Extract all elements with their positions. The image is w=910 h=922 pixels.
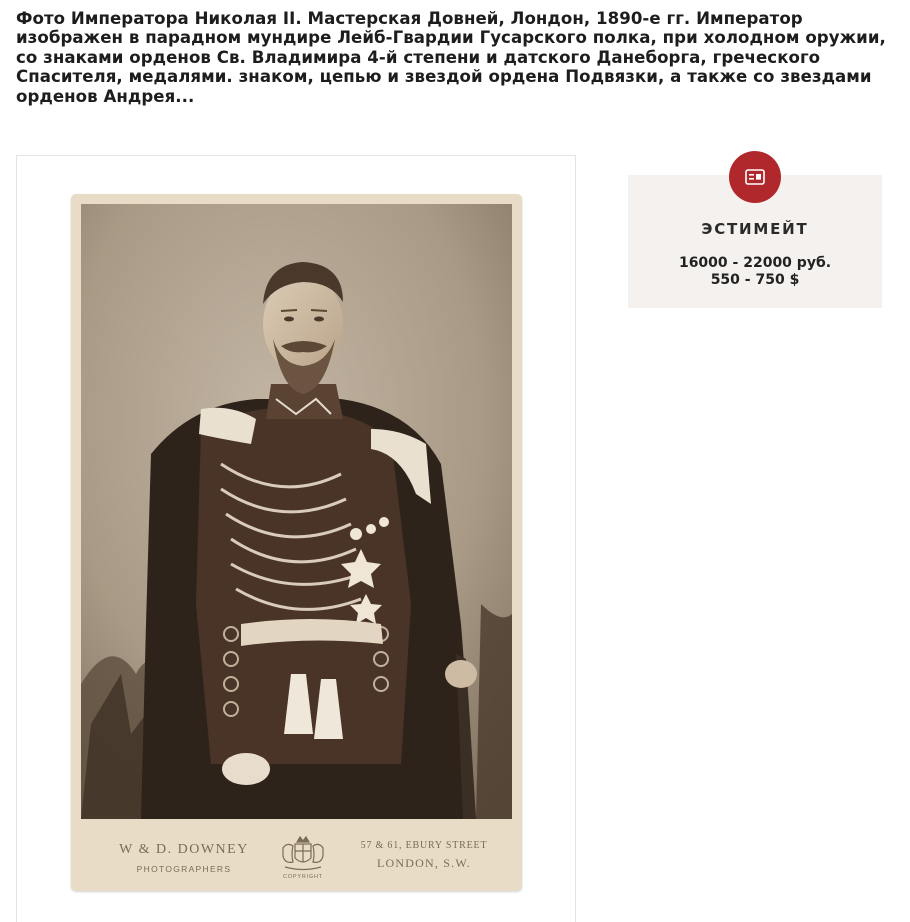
estimate-card-icon xyxy=(729,151,781,203)
lot-description: Фото Императора Николая II. Мастерская Довней, Лондон, 1890-е гг. Император изображен в парадном мундире Лейб-Гвардии Гусарского полка, при холодном оружии, со знаками орденов Св. Владимира 4-й степени и датского Данеборга, греческого Спасителя, медалями. знаком, цепью и звездой ордена Подвязки, а также со звездами орденов Андрея... xyxy=(16,9,886,106)
estimate-heading: ЭСТИМЕЙТ xyxy=(701,220,809,238)
studio-city: LONDON, S.W. xyxy=(377,856,471,870)
cabinet-card-photo[interactable] xyxy=(71,194,522,891)
studio-address: 57 & 61, EBURY STREET xyxy=(360,840,488,851)
lot-image-viewer[interactable] xyxy=(16,155,576,922)
royal-crest-icon xyxy=(275,834,331,882)
studio-name: W & D. DOWNEY xyxy=(119,842,249,857)
studio-subtitle: PHOTOGRAPHERS xyxy=(136,864,232,874)
estimate-usd-range: 550 - 750 $ xyxy=(710,272,800,288)
estimate-rub-range: 16000 - 22000 руб. xyxy=(678,255,832,271)
portrait-photo xyxy=(81,204,512,819)
copyright-mark: COPYRIGHT xyxy=(283,874,323,880)
studio-address-block xyxy=(349,840,499,871)
studio-name-block xyxy=(109,842,259,874)
